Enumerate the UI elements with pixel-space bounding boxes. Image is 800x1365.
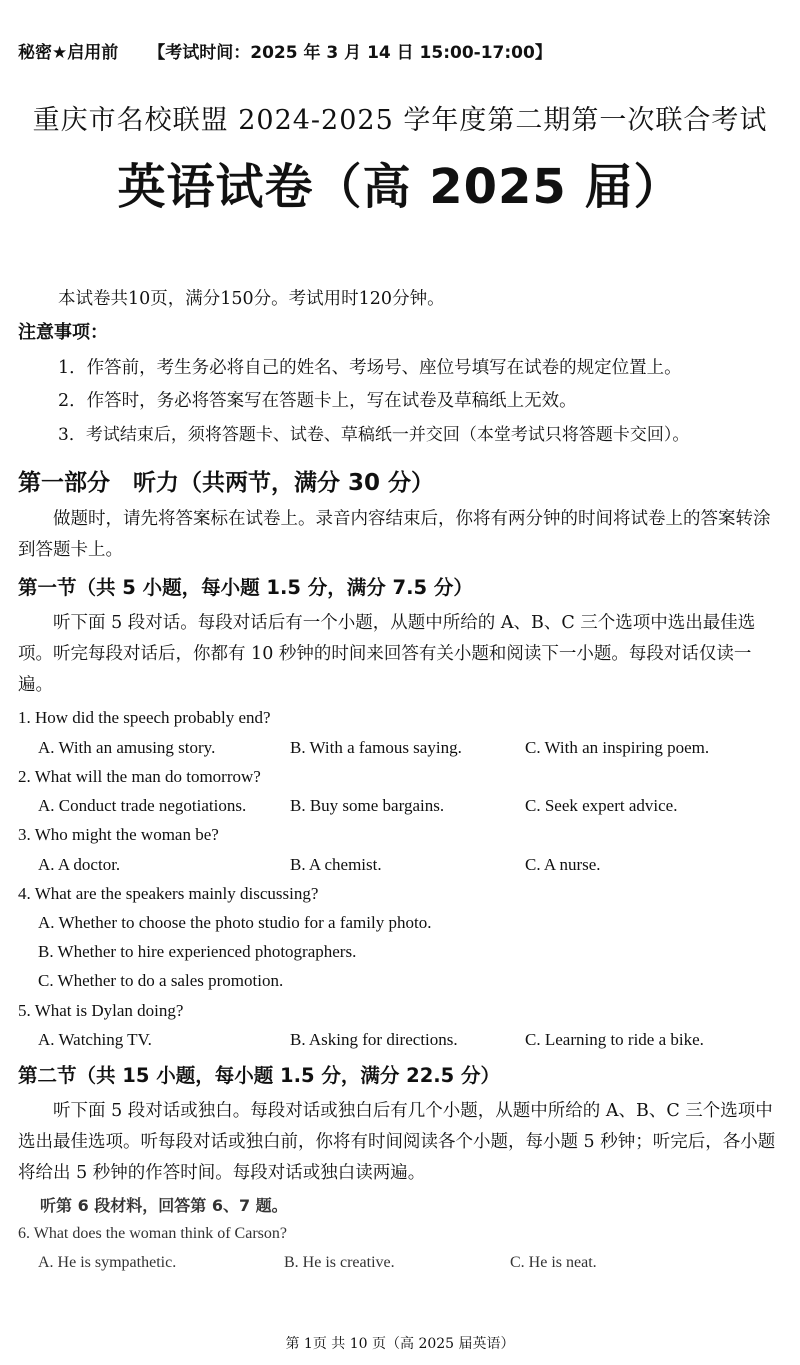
option-c: C. Seek expert advice. <box>525 796 678 815</box>
option-a: A. Watching TV. <box>38 1030 152 1049</box>
exam-subtitle: 重庆市名校联盟 2024-2025 学年度第二期第一次联合考试 <box>32 105 768 136</box>
question-stem: 6. What does the woman think of Carson? <box>18 1225 287 1242</box>
option-a: A. Whether to choose the photo studio for a family photo. <box>38 913 432 932</box>
intro-text: 本试卷共10页，满分150分。考试用时120分钟。 <box>58 289 445 309</box>
option-b: B. Buy some bargains. <box>290 796 445 815</box>
note-item: 2．作答时，务必将答案写在答题卡上，写在试卷及草稿纸上无效。 <box>58 391 577 411</box>
note-item: 1．作答前，考生务必将自己的姓名、考场号、座位号填写在试卷的规定位置上。 <box>58 358 682 378</box>
option-b: B. Asking for directions. <box>290 1030 458 1049</box>
option-a: A. He is sympathetic. <box>38 1254 177 1271</box>
page-title: 英语试卷（高 2025 届） <box>117 159 683 215</box>
option-c: C. With an inspiring poem. <box>525 738 710 757</box>
exam-time: 【考试时间：2025 年 3 月 14 日 15:00-17:00】 <box>148 43 552 63</box>
section2-heading: 第二节（共 15 小题，每小题 1.5 分，满分 22.5 分） <box>18 1064 501 1087</box>
question-stem: 4. What are the speakers mainly discussing? <box>18 884 319 903</box>
part1-heading: 第一部分 听力（共两节，满分 30 分） <box>18 470 435 496</box>
part1-instruction: 做题时，请先将答案标在试卷上。录音内容结束后，你将有两分钟的时间将试卷上的答案转涂到答题卡上。 <box>18 509 771 560</box>
option-b: B. Whether to hire experienced photographers. <box>38 942 357 961</box>
section1-instruction: 听下面 5 段对话。每段对话后有一个小题，从题中所给的 A、B、C 三个选项中选出最佳选项。听完每段对话后，你都有 10 秒钟的时间来回答有关小题和阅读下一小题。每段对话仅读一遍。 <box>18 613 756 695</box>
option-a: A. With an amusing story. <box>38 738 216 757</box>
option-c: C. Whether to do a sales promotion. <box>38 971 284 990</box>
page-footer: 第 1页 共 10 页（高 2025 届英语） <box>285 1336 515 1352</box>
option-b: B. He is creative. <box>284 1254 395 1271</box>
option-b: B. A chemist. <box>290 855 382 874</box>
notes-heading: 注意事项： <box>18 322 108 343</box>
question-stem: 5. What is Dylan doing? <box>18 1001 184 1020</box>
question-stem: 3. Who might the woman be? <box>18 825 219 844</box>
material-note: 听第 6 段材料，回答第 6、7 题。 <box>40 1196 288 1215</box>
question-stem: 1. How did the speech probably end? <box>18 708 271 727</box>
section2-instruction: 听下面 5 段对话或独白。每段对话或独白后有几个小题，从题中所给的 A、B、C 三个选项中选出最佳选项。听每段对话或独白前，你将有时间阅读各个小题，每小题 5 秒钟；听完后，各小题将给出 5 秒钟的作答时间。每段对话或独白读两遍。 <box>18 1101 776 1183</box>
section1-heading: 第一节（共 5 小题，每小题 1.5 分，满分 7.5 分） <box>18 576 473 599</box>
confidential-label: 秘密★启用前 <box>18 43 119 63</box>
question-stem: 2. What will the man do tomorrow? <box>18 767 261 786</box>
option-b: B. With a famous saying. <box>290 738 462 757</box>
option-c: C. Learning to ride a bike. <box>525 1030 704 1049</box>
option-a: A. Conduct trade negotiations. <box>38 796 247 815</box>
option-c: C. He is neat. <box>510 1254 597 1271</box>
note-item: 3．考试结束后，须将答题卡、试卷、草稿纸一并交回（本堂考试只将答题卡交回）。 <box>58 425 690 445</box>
option-a: A. A doctor. <box>38 855 121 874</box>
exam-header <box>18 38 552 63</box>
option-c: C. A nurse. <box>525 855 601 874</box>
